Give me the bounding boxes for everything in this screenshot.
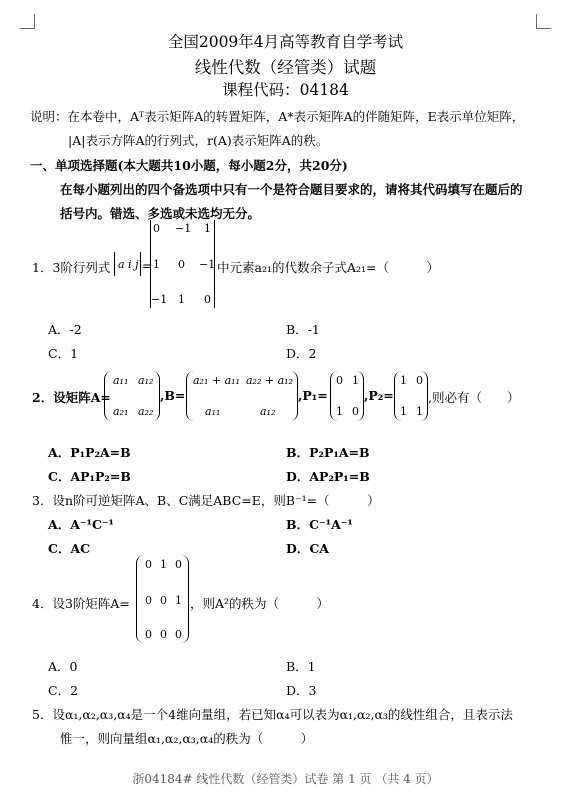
q2-p2-label: ,P₂= (364, 388, 394, 403)
q1-m-2-0: −1 (151, 293, 168, 306)
q2-p2-0-0: 1 (400, 374, 407, 387)
q4-option-b: B．1 (286, 659, 316, 674)
exam-title: 全国2009年4月高等教育自学考试 (167, 33, 404, 51)
q3-option-a: A．A⁻¹C⁻¹ (48, 517, 114, 532)
q2-option-c: C．AP₁P₂=B (48, 469, 131, 484)
q4-m-1-2: 1 (175, 594, 182, 607)
q1-m-1-0: 1 (153, 258, 160, 271)
q4-m-1-0: 0 (145, 594, 152, 607)
q2-p2-0-1: 0 (416, 374, 423, 387)
q4-option-d: D．3 (286, 683, 317, 698)
exam-subject: 线性代数（经管类）试题 (194, 58, 377, 77)
q3-option-b: B．C⁻¹A⁻¹ (286, 517, 353, 532)
q2-a-paren-left (104, 371, 112, 421)
q1-suffix: 中元素a₂₁的代数余子式A₂₁=（ ） (217, 260, 439, 275)
q1-det-bar-right (140, 252, 141, 276)
q2-b-1-1: a₁₂ (260, 405, 276, 418)
q4-m-1-1: 0 (160, 594, 167, 607)
q2-option-d: D．AP₂P₁=B (286, 469, 370, 484)
note-line-1: 说明：在本卷中，Aᵀ表示矩阵A的转置矩阵，A*表示矩阵A的伴随矩阵，E表示单位矩阵， (30, 109, 525, 124)
q2-p1-label: ,P₁= (298, 388, 328, 403)
section-heading: 一、单项选择题(本大题共10小题，每小题2分，共20分) (30, 158, 348, 173)
q2-p1-0-1: 1 (352, 374, 359, 387)
crop-mark-top-left (20, 14, 35, 29)
q1-det-bar-left (114, 252, 115, 276)
section-instructions-2: 括号内。错选、多选或未选均无分。 (60, 206, 261, 221)
q2-b-1-0: a₁₁ (205, 405, 221, 418)
q4-m-0-0: 0 (145, 558, 152, 571)
q2-prefix: 2．设矩阵A= (32, 390, 111, 405)
q3-option-d: D．CA (286, 541, 329, 556)
q2-a-0-1: a₁₂ (138, 374, 154, 387)
q1-option-a: A．-2 (48, 322, 82, 337)
q2-a-0-0: a₁₁ (113, 374, 129, 387)
q1-m-0-2: 1 (204, 222, 211, 235)
q2-b-label: ,B= (160, 388, 186, 403)
q4-m-2-1: 0 (160, 628, 167, 641)
q2-p1-1-1: 0 (352, 405, 359, 418)
q4-m-0-1: 1 (160, 558, 167, 571)
page-footer: 浙04184# 线性代数（经管类）试卷 第 1 页 （共 4 页） (132, 772, 439, 786)
note-line-2: |A|表示方阵A的行列式，r(A)表示矩阵A的秩。 (68, 133, 329, 148)
q1-option-d: D．2 (286, 346, 317, 361)
q2-p1-0-0: 0 (336, 374, 343, 387)
q2-b-0-1: a₂₂ + a₁₂ (246, 374, 293, 387)
q2-option-b: B．P₂P₁A=B (286, 445, 370, 460)
q3-text: 3．设n阶可逆矩阵A、B、C满足ABC=E，则B⁻¹=（ ） (32, 493, 380, 508)
q1-m-2-2: 0 (204, 293, 211, 306)
q2-suffix: ,则必有（ ） (428, 390, 520, 405)
q2-p1-1-0: 1 (336, 405, 343, 418)
q5-line-2: 惟一，则向量组α₁,α₂,α₃,α₄的秩为（ ） (60, 731, 314, 746)
q4-paren-left (136, 555, 145, 643)
q1-m-0-1: −1 (175, 222, 192, 235)
q1-m-0-0: 0 (153, 222, 160, 235)
q4-option-a: A．0 (48, 659, 78, 674)
q4-prefix: 4．设3阶矩阵A= (32, 596, 130, 611)
q1-equals: = (142, 258, 153, 273)
q5-line-1: 5．设α₁,α₂,α₃,α₄是一个4维向量组，若已知α₄可以表为α₁,α₂,α₃的线性组合，且表示法 (32, 707, 513, 722)
q4-m-2-2: 0 (175, 628, 182, 641)
course-code: 课程代码：04184 (222, 81, 349, 99)
crop-mark-top-right (536, 14, 551, 29)
q2-p2-1-0: 1 (400, 405, 407, 418)
q1-m-1-2: −1 (199, 258, 216, 271)
q4-m-0-2: 0 (175, 558, 182, 571)
q2-b-0-0: a₂₁ + a₁₁ (193, 374, 240, 387)
q4-m-2-0: 0 (145, 628, 152, 641)
q3-option-c: C．AC (48, 541, 91, 556)
q1-option-c: C．1 (48, 346, 79, 361)
q4-suffix: ，则A²的秩为（ ） (190, 596, 330, 611)
q1-option-b: B．-1 (286, 322, 320, 337)
q2-option-a: A．P₁P₂A=B (48, 445, 131, 460)
q1-m-1-1: 0 (178, 258, 185, 271)
q2-p2-1-1: 1 (416, 405, 423, 418)
q1-m-2-1: 1 (178, 293, 185, 306)
section-instructions-1: 在每小题列出的四个备选项中只有一个是符合题目要求的，请将其代码填写在题后的 (60, 182, 523, 197)
q1-prefix: 1．3阶行列式 (32, 260, 111, 275)
q4-option-c: C．2 (48, 683, 79, 698)
q2-a-1-1: a₂₂ (138, 405, 154, 418)
q2-a-1-0: a₂₁ (113, 405, 129, 418)
q1-det-label: a i j (118, 258, 139, 271)
